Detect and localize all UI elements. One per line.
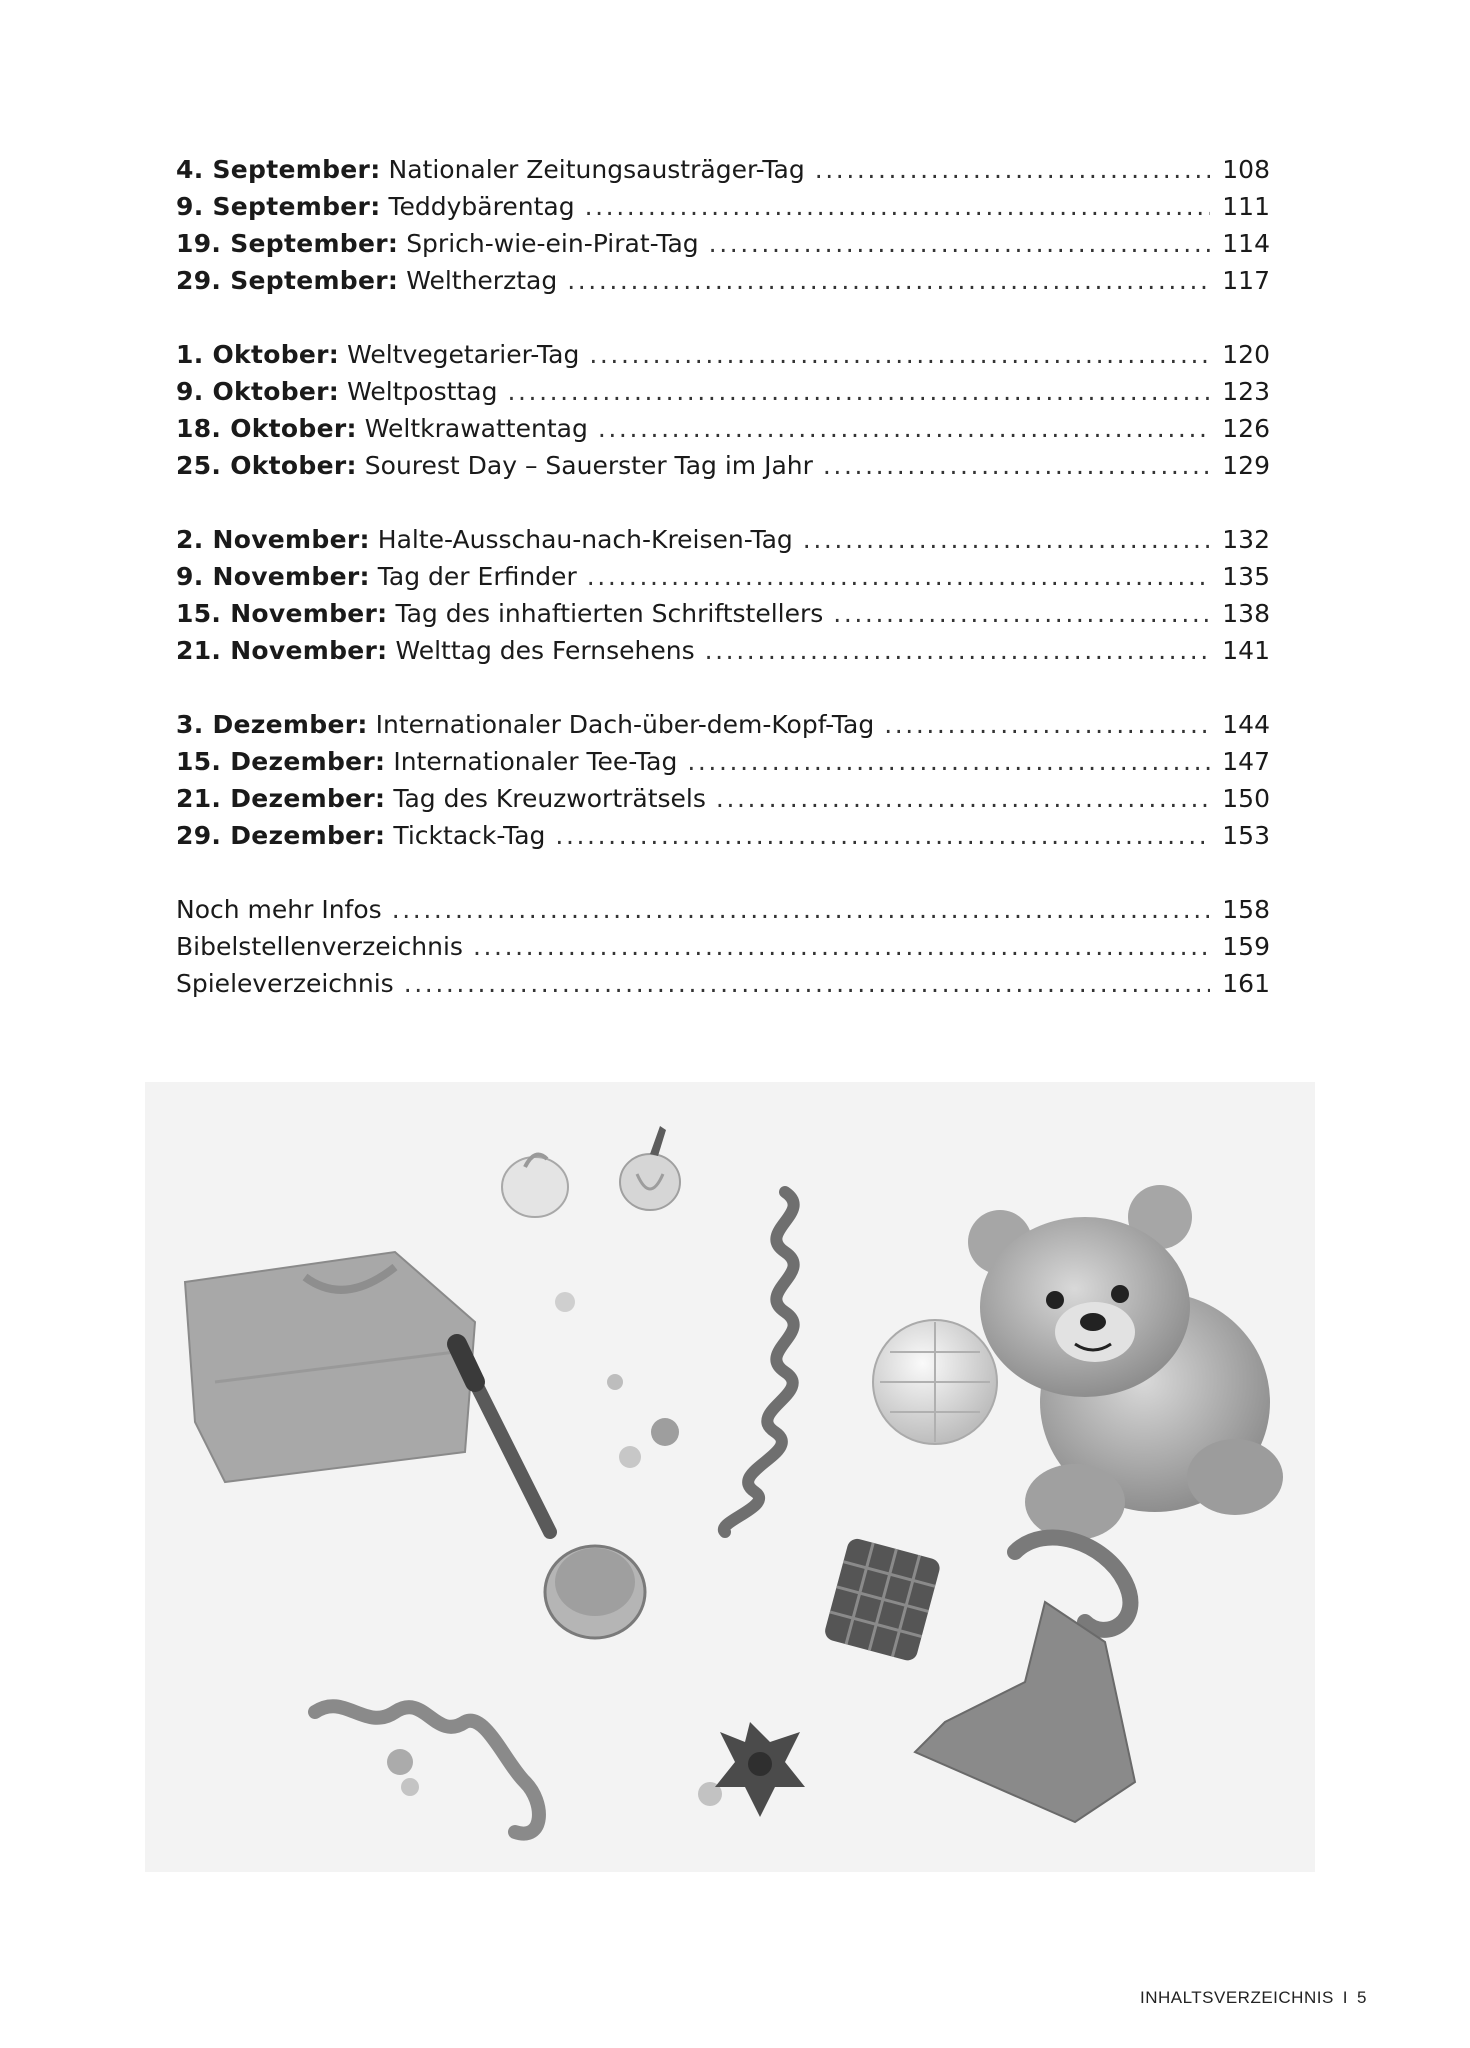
- toc-title: Sourest Day – Sauerster Tag im Jahr: [364, 451, 813, 480]
- toc-entry[interactable]: [176, 928, 1270, 965]
- toc-entry[interactable]: [176, 336, 1270, 373]
- toc-entry[interactable]: [176, 447, 1270, 484]
- toc-page: 135: [1222, 562, 1270, 591]
- toc-title: Welttag des Fernsehens: [395, 636, 695, 665]
- toc-group-appendix: [176, 891, 1270, 1002]
- toc-title: Noch mehr Infos: [176, 895, 382, 924]
- toc-page: 144: [1222, 710, 1270, 739]
- dot-leader: [709, 225, 1210, 262]
- toc-title: Weltherztag: [406, 266, 558, 295]
- toc-entry[interactable]: [176, 262, 1270, 299]
- teddy-bear-icon: [968, 1185, 1283, 1540]
- dot-leader: [555, 817, 1210, 854]
- toc-title: Tag des Kreuzworträtsels: [393, 784, 706, 813]
- toc-date: 29. Dezember:: [176, 821, 386, 850]
- toc-date: 1. Oktober:: [176, 340, 340, 369]
- toc-entry[interactable]: [176, 780, 1270, 817]
- toc-page: 141: [1222, 636, 1270, 665]
- decorative-photo: [145, 1082, 1315, 1872]
- toc-entry[interactable]: [176, 188, 1270, 225]
- garlic-icon: [502, 1126, 680, 1217]
- toc-page: 161: [1222, 969, 1270, 998]
- toc-entry[interactable]: [176, 817, 1270, 854]
- toc-date: 15. Dezember:: [176, 747, 386, 776]
- toc-page: 126: [1222, 414, 1270, 443]
- gift-bow-icon: [715, 1722, 805, 1817]
- dot-leader: [585, 188, 1210, 225]
- table-of-contents: [176, 151, 1270, 1039]
- toc-page: 120: [1222, 340, 1270, 369]
- toc-page: 129: [1222, 451, 1270, 480]
- toc-date: 15. November:: [176, 599, 388, 628]
- tie-icon: [915, 1538, 1135, 1822]
- toc-title: Teddybärentag: [388, 192, 575, 221]
- page-footer: [1140, 1988, 1367, 2008]
- toc-date: 19. September:: [176, 229, 399, 258]
- toc-entry[interactable]: [176, 743, 1270, 780]
- toc-title: Internationaler Tee-Tag: [393, 747, 678, 776]
- toc-date: 3. Dezember:: [176, 710, 368, 739]
- dot-leader: [587, 558, 1210, 595]
- toc-entry[interactable]: [176, 891, 1270, 928]
- toc-entry[interactable]: [176, 706, 1270, 743]
- toc-date: 21. November:: [176, 636, 388, 665]
- tshirt-icon: [185, 1252, 475, 1482]
- toc-page: 147: [1222, 747, 1270, 776]
- dot-leader: [833, 595, 1210, 632]
- page-number: 5: [1357, 1988, 1367, 2007]
- dot-leader: [598, 410, 1210, 447]
- toc-entry[interactable]: [176, 595, 1270, 632]
- toc-title: Weltvegetarier-Tag: [347, 340, 580, 369]
- dot-leader: [404, 965, 1210, 1002]
- toc-page: 138: [1222, 599, 1270, 628]
- footer-section-title: INHALTSVERZEICHNIS: [1139, 1988, 1334, 2007]
- toc-entry[interactable]: [176, 965, 1270, 1002]
- toc-date: 9. November:: [176, 562, 370, 591]
- toc-date: 25. Oktober:: [176, 451, 357, 480]
- dot-leader: [567, 262, 1210, 299]
- dot-leader: [589, 336, 1210, 373]
- toc-entry[interactable]: [176, 558, 1270, 595]
- toc-title: Weltkrawattentag: [364, 414, 588, 443]
- toc-entry[interactable]: [176, 410, 1270, 447]
- toc-title: Tag des inhaftierten Schriftstellers: [395, 599, 824, 628]
- toc-entry[interactable]: [176, 632, 1270, 669]
- dot-leader: [473, 928, 1210, 965]
- dot-leader: [507, 373, 1210, 410]
- toc-page: 117: [1222, 266, 1270, 295]
- toc-title: Tag der Erfinder: [377, 562, 577, 591]
- toc-page: 123: [1222, 377, 1270, 406]
- toc-date: 9. September:: [176, 192, 381, 221]
- toc-page: 111: [1222, 192, 1270, 221]
- dot-leader: [705, 632, 1210, 669]
- dot-leader: [716, 780, 1210, 817]
- toc-page: 153: [1222, 821, 1270, 850]
- toc-date: 21. Dezember:: [176, 784, 386, 813]
- toc-entry[interactable]: [176, 521, 1270, 558]
- toc-page: 108: [1222, 155, 1270, 184]
- waffle-icon: [823, 1537, 942, 1663]
- toc-title: Ticktack-Tag: [393, 821, 546, 850]
- dot-leader: [815, 151, 1210, 188]
- toc-group-oktober: [176, 336, 1270, 484]
- toc-entry[interactable]: [176, 373, 1270, 410]
- toc-group-dezember: [176, 706, 1270, 854]
- toc-group-november: [176, 521, 1270, 669]
- toc-page: 159: [1222, 932, 1270, 961]
- dot-leader: [884, 706, 1210, 743]
- toc-title: Sprich-wie-ein-Pirat-Tag: [406, 229, 699, 258]
- dot-leader: [392, 891, 1210, 928]
- toc-page: 132: [1222, 525, 1270, 554]
- toc-title: Internationaler Dach-über-dem-Kopf-Tag: [375, 710, 875, 739]
- toc-title: Weltposttag: [347, 377, 498, 406]
- toc-title: Bibelstellenverzeichnis: [176, 932, 463, 961]
- paper-ball-icon: [873, 1320, 997, 1444]
- toc-date: 2. November:: [176, 525, 370, 554]
- dot-leader: [687, 743, 1210, 780]
- dot-leader: [823, 447, 1210, 484]
- dot-leader: [803, 521, 1210, 558]
- toc-title: Spieleverzeichnis: [176, 969, 394, 998]
- toc-title: Nationaler Zeitungsausträger-Tag: [388, 155, 805, 184]
- toc-page: 158: [1222, 895, 1270, 924]
- toc-page: 114: [1222, 229, 1270, 258]
- toc-date: 4. September:: [176, 155, 381, 184]
- toc-title: Halte-Ausschau-nach-Kreisen-Tag: [377, 525, 793, 554]
- toc-date: 9. Oktober:: [176, 377, 340, 406]
- photo-illustration: [145, 1082, 1315, 1872]
- toc-date: 18. Oktober:: [176, 414, 357, 443]
- footer-separator: I: [1342, 1988, 1349, 2007]
- toc-entry[interactable]: [176, 225, 1270, 262]
- toc-entry[interactable]: [176, 151, 1270, 188]
- toc-group-september: [176, 151, 1270, 299]
- toc-page: 150: [1222, 784, 1270, 813]
- toc-date: 29. September:: [176, 266, 399, 295]
